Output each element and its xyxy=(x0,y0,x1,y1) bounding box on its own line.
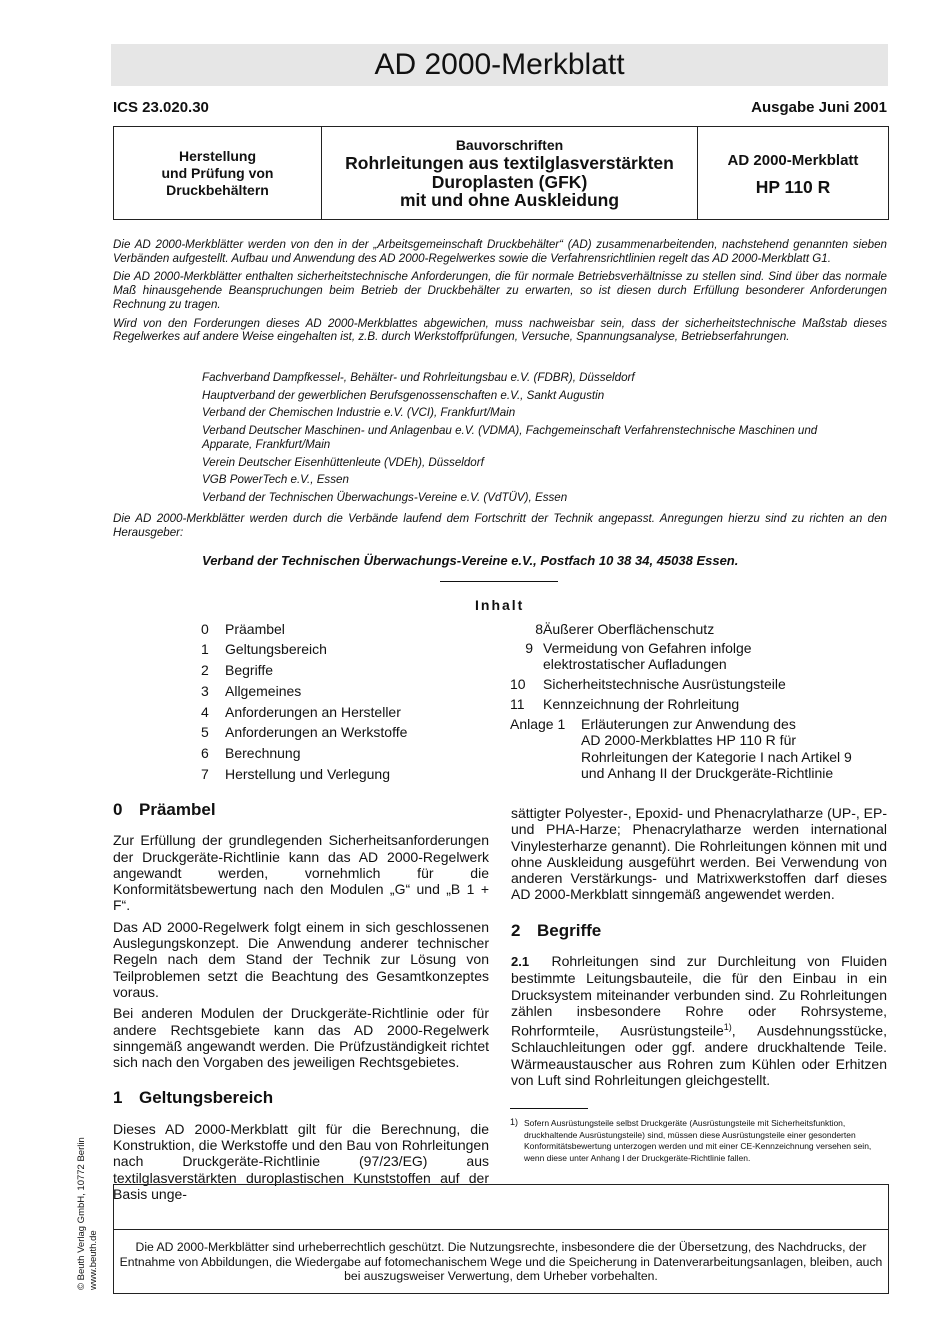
toc-entry[interactable] xyxy=(510,696,740,712)
edition-date: Ausgabe Juni 2001 xyxy=(751,99,887,116)
association-item: Fachverband Dampfkessel-, Behälter- und Rohrleitungsbau e.V. (FDBR), Düsseldorf xyxy=(202,371,635,384)
toc-num: 11 xyxy=(510,696,525,712)
section-heading xyxy=(113,802,489,818)
subject-subtitle: Bauvorschriften xyxy=(455,137,564,154)
designation-series: AD 2000-Merkblatt xyxy=(727,152,859,169)
footnote-mark: 1) xyxy=(510,1117,519,1127)
sidebar-line: © Beuth Verlag GmbH, 10772 Berlin xyxy=(76,1137,87,1290)
category-line: Druckbehältern xyxy=(166,181,269,198)
toc-entry[interactable] xyxy=(510,640,752,672)
section-paragraph: Bei anderen Modulen der Druckgeräte-Richtlinie oder für andere Rechtsgebiete kann das AD 2000-Regelwerk sinngemäß angewandt werden. Die Prüfzuständigkeit richtet sich nach den Vorgaben des jeweiligen Rechtsgebietes. xyxy=(113,1005,489,1071)
category-line: und Prüfung von xyxy=(161,164,274,181)
publisher-address: Verband der Technischen Überwachungs-Vereine e.V., Postfach 10 38 34, 45038 Essen. xyxy=(202,553,739,568)
category-line: Herstellung xyxy=(178,147,256,164)
toc-num: 10 xyxy=(510,676,526,692)
footnote-text: Sofern Ausrüstungsteile selbst Druckgeräte (Ausrüstungsteile mit Sicherheitsfunktion, druckhaltende Ausrüstungsteile) sind, müssen diese Ausrüstungsteile einer gesonderten Konformitätsbewertung unterzogen werden und mit einer CE-Kennzeichnung versehen sein, wenn diese unter Anhang I der Druckgeräte-Richtlinie fallen. xyxy=(524,1118,872,1163)
footnote xyxy=(510,1118,888,1164)
paragraph-text: , Ausdehnungsstücke, Schlauchleitungen oder ggf. andere druckhaltende Teile. Wärmeaustauscher aus Rohren zum Kühlen oder Erhitzen von Luft sind Rohrleitungen gleichgestellt. xyxy=(511,1022,887,1088)
toc-entry[interactable] xyxy=(201,683,301,699)
toc-num: 8 xyxy=(535,621,543,637)
copyright-notice: Die AD 2000-Merkblätter sind urheberrechtlich geschützt. Die Nutzungsrechte, insbesondere die der Übersetzung, des Nachdrucks, der Entnahme von Abbildungen, die Wiedergabe auf fotomechanischem Wege und die Speicherung in Datenverarbeitungsanlagen, bleiben, auch bei auszugsweiser Verwertung, dem Urheber vorbehalten. xyxy=(114,1229,888,1293)
association-item: Verband Deutscher Maschinen- und Anlagenbau e.V. (VDMA), Fachgemeinschaft Verfahrenstechnische Maschinen und Apparate, Frankfurt/Main xyxy=(202,424,818,451)
toc-entry[interactable] xyxy=(201,704,401,720)
toc-num: 4 xyxy=(201,704,209,720)
toc-entry[interactable] xyxy=(201,724,407,740)
publisher-note-text: Die AD 2000-Merkblätter werden durch die Verbände laufend dem Fortschritt der Technik angepasst. Anregungen hierzu sind zu richten an den Herausgeber: xyxy=(113,512,887,539)
toc-num: Anlage 1 xyxy=(510,716,566,732)
toc-entry[interactable] xyxy=(510,676,786,692)
section-paragraph: Zur Erfüllung der grundlegenden Sicherheitsanforderungen der Druckgeräte-Richtlinie kann das AD 2000-Regelwerk angewandt werden, vornehmlich für die Konformitätsbewertung nach den Modulen „G“ und „B 1 + F“. xyxy=(113,832,489,914)
toc-entry[interactable] xyxy=(201,766,390,782)
association-item: VGB PowerTech e.V., Essen xyxy=(202,473,349,487)
section-number: 2 xyxy=(511,920,521,940)
footnote-separator xyxy=(510,1108,588,1109)
toc-num: 9 xyxy=(525,640,533,656)
toc-num: 7 xyxy=(201,766,209,782)
toc-title-cont: elektrostatischer Aufladungen xyxy=(543,656,727,672)
intro-paragraph: Die AD 2000-Merkblätter werden von den in der „Arbeitsgemeinschaft Druckbehälter“ (AD) zusammenarbeitenden, nachstehend genannten sieben Verbänden aufgestellt. Aufbau und Anwendung des AD 2000-Regelwerkes sowie die Verfahrensrichtlinien regelt das AD 2000-Merkblatt G1. xyxy=(113,238,887,265)
toc-title: Begriffe xyxy=(225,662,273,678)
section-number: 0 xyxy=(113,800,123,819)
toc-entry[interactable] xyxy=(510,621,715,637)
intro-paragraph: Wird von den Forderungen dieses AD 2000-Merkblattes abgewichen, muss nachweisbar sein, dass der sicherheitstechnische Maßstab dieses Regelwerkes auf andere Weise eingehalten ist, z.B. durch Werkstoffprüfungen, Versuche, Spannungsanalyse, Betriebserfahrungen. xyxy=(113,316,887,344)
toc-num: 5 xyxy=(201,724,209,740)
toc-title: Berechnung xyxy=(225,745,301,761)
footnote-ref[interactable]: 1) xyxy=(723,1022,732,1033)
paragraph-text: Rohrleitungen sind zur Durchleitung von Fluiden bestimmte Leitungsbauteile, die für den Einbau in ein Drucksystem miteinander verbunden sind. Zu Rohrleitungen zählen insbesondere Rohre oder Rohrsysteme, Rohrformteile, Ausrüstungsteile xyxy=(511,953,887,1039)
section-title: Präambel xyxy=(139,800,216,819)
toc-num: 2 xyxy=(201,662,209,678)
section-paragraph: Das AD 2000-Regelwerk folgt einem in sich geschlossenen Auslegungskonzept. Die Anwendung anderer technischer Regeln nach dem Stand der Technik zur Lösung von Teilproblemen setzt die Beachtung des Gesamtkonzeptes voraus. xyxy=(113,918,489,1000)
document-title: AD 2000-Merkblatt xyxy=(111,44,888,86)
toc-title-cont: und Anhang II der Druckgeräte-Richtlinie xyxy=(581,764,834,781)
toc-title: Erläuterungen zur Anwendung des xyxy=(581,716,796,732)
copyright-box xyxy=(113,1184,889,1294)
toc-title: Vermeidung von Gefahren infolge xyxy=(543,640,752,656)
toc-title: Herstellung und Verlegung xyxy=(225,766,391,782)
toc-entry[interactable] xyxy=(201,662,273,678)
association-item: Verband der Technischen Überwachungs-Vereine e.V. (VdTÜV), Essen xyxy=(202,490,568,504)
subsection-number: 2.1 xyxy=(511,954,530,970)
toc-title: Anforderungen an Hersteller xyxy=(225,704,401,720)
section-title: Geltungsbereich xyxy=(139,1088,274,1108)
toc-title-cont: Rohrleitungen der Kategorie I nach Artikel 9 xyxy=(581,748,852,765)
toc-num: 0 xyxy=(201,621,209,637)
toc-title: Geltungsbereich xyxy=(225,641,327,657)
toc-title: Allgemeines xyxy=(225,683,302,699)
designation-code: HP 110 R xyxy=(755,177,831,197)
toc-title: Anforderungen an Werkstoffe xyxy=(225,724,408,740)
toc-title: Äußerer Oberflächenschutz xyxy=(543,621,715,637)
toc-num: 1 xyxy=(201,641,209,657)
publisher-sidebar xyxy=(76,1137,99,1290)
ics-code: ICS 23.020.30 xyxy=(113,99,209,116)
section-paragraph xyxy=(511,953,887,1088)
toc-title: Sicherheitstechnische Ausrüstungsteile xyxy=(543,676,786,692)
association-item: Verband der Chemischen Industrie e.V. (VCI), Frankfurt/Main xyxy=(202,406,516,420)
subject-line: mit und ohne Auskleidung xyxy=(399,190,620,211)
toc-title: Kennzeichnung der Rohrleitung xyxy=(543,696,740,712)
association-item: Verein Deutscher Eisenhüttenleute (VDEh), Düsseldorf xyxy=(202,455,484,469)
toc-title: Präambel xyxy=(225,621,285,637)
toc-entry[interactable] xyxy=(201,641,327,657)
toc-entry[interactable] xyxy=(201,745,301,761)
association-item: Hauptverband der gewerblichen Berufsgenossenschaften e.V., Sankt Augustin xyxy=(202,388,605,402)
section-heading xyxy=(511,920,887,940)
subject-line: Duroplasten (GFK) xyxy=(431,171,588,192)
toc-num: 3 xyxy=(201,683,209,699)
toc-heading: Inhalt xyxy=(475,597,525,613)
sidebar-line: www.beuth.de xyxy=(87,1230,99,1290)
section-title: Begriffe xyxy=(537,920,602,940)
section-heading xyxy=(113,1090,489,1106)
toc-title-cont: AD 2000-Merkblattes HP 110 R für xyxy=(581,732,797,749)
toc-num: 6 xyxy=(201,745,209,761)
toc-entry[interactable] xyxy=(201,621,285,637)
intro-paragraph: Die AD 2000-Merkblätter enthalten sicherheitstechnische Anforderungen, die für normale Betriebsverhältnisse zu stellen sind. Sind über das normale Maß hinausgehende Beanspruchungen beim Betrieb der Druckbehälter zu erwarten, so ist diesen durch Erfüllung besonderer Anforderungen Rechnung zu tragen. xyxy=(113,270,887,311)
toc-entry[interactable] xyxy=(510,716,852,781)
section-paragraph: sättigter Polyester-, Epoxid- und Phenacrylatharze (UP-, EP- und PHA-Harze; Phenacrylatharze werden international Vinylesterharze genannt). Die Rohrleitungen können mit und ohne Auskleidung ausgeführt werden. Bei Verwendung von anderen Verstärkungs- und Matrixwerkstoffen darf dieses AD 2000-Merkblatt sinngemäß angewendet werden. xyxy=(511,805,887,903)
subject-line: Rohrleitungen aus textilglasverstärkten xyxy=(345,153,674,174)
section-paragraph: Dieses AD 2000-Merkblatt gilt für die Berechnung, die Konstruktion, die Werkstoffe und den Bau von Rohrleitungen nach Druckgeräte-Richtlinie (97/23/EG) aus textilglasverstärkten duroplastischen Kunststoffen auf der Basis unge- xyxy=(113,1120,489,1202)
left-column xyxy=(113,802,489,1207)
section-number: 1 xyxy=(113,1088,123,1108)
right-column xyxy=(511,805,887,1093)
